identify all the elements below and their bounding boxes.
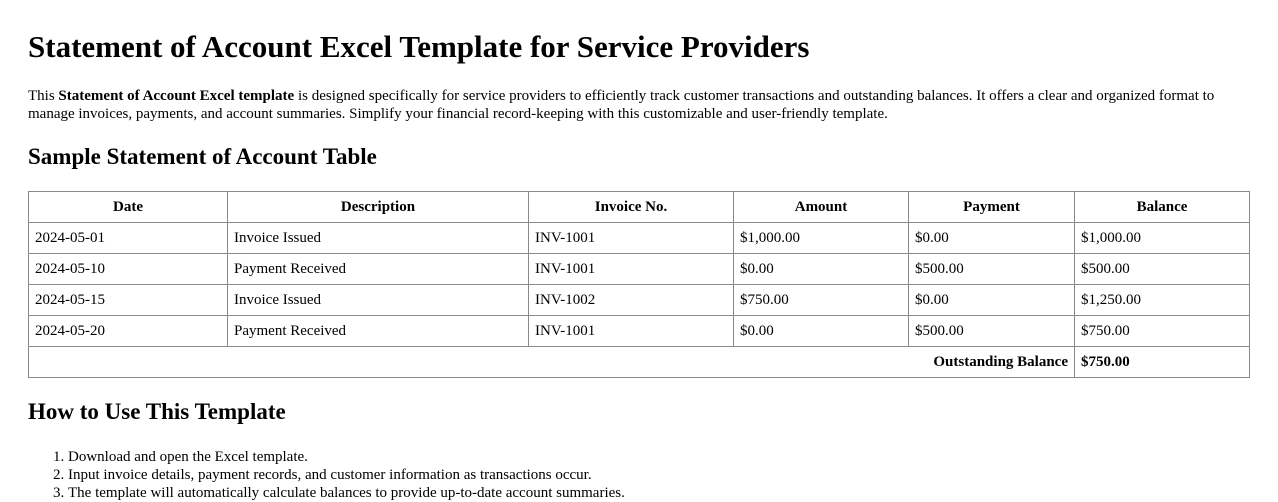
- table-cell: $1,250.00: [1075, 285, 1250, 316]
- column-header: Balance: [1075, 192, 1250, 223]
- table-cell: Invoice Issued: [228, 285, 529, 316]
- table-cell: $0.00: [909, 285, 1075, 316]
- table-cell: $750.00: [734, 285, 909, 316]
- intro-bold: Statement of Account Excel template: [58, 88, 295, 104]
- table-cell: $500.00: [909, 316, 1075, 347]
- statement-table: [28, 191, 1250, 378]
- table-cell: Payment Received: [228, 254, 529, 285]
- howto-heading: How to Use This Template: [28, 399, 286, 424]
- table-cell: $1,000.00: [734, 223, 909, 254]
- intro-text-rest: is designed specifically for service providers to efficiently track customer transactions and outstanding balances. It offers a clear and organized format to manage invoices, payments, and account summaries. Simplify your financial record-keeping with this customizable and user-friendly template.: [28, 88, 1215, 122]
- step-item: 1. Download and open the Excel template.: [68, 448, 1250, 466]
- table-row: [29, 254, 1250, 285]
- header-row: [29, 192, 1250, 223]
- table-cell: Payment Received: [228, 316, 529, 347]
- table-cell: INV-1001: [529, 316, 734, 347]
- table-cell: $0.00: [734, 254, 909, 285]
- total-value: $750.00: [1075, 347, 1250, 378]
- step-item: 3. The template will automatically calculate balances to provide up-to-date account summaries.: [68, 484, 1250, 502]
- intro-paragraph: [28, 87, 1250, 123]
- column-header: Description: [228, 192, 529, 223]
- table-cell: $750.00: [1075, 316, 1250, 347]
- table-cell: $1,000.00: [1075, 223, 1250, 254]
- total-label: Outstanding Balance: [29, 347, 1075, 378]
- table-row: [29, 223, 1250, 254]
- table-cell: 2024-05-10: [29, 254, 228, 285]
- intro-text: This: [28, 88, 59, 104]
- table-cell: Invoice Issued: [228, 223, 529, 254]
- table-cell: $500.00: [1075, 254, 1250, 285]
- column-header: Payment: [909, 192, 1075, 223]
- column-header: Amount: [734, 192, 909, 223]
- table-cell: INV-1001: [529, 254, 734, 285]
- table-row: [29, 285, 1250, 316]
- table-row: [29, 316, 1250, 347]
- table-cell: $500.00: [909, 254, 1075, 285]
- column-header: Invoice No.: [529, 192, 734, 223]
- table-heading: Sample Statement of Account Table: [28, 144, 377, 169]
- table-cell: $0.00: [734, 316, 909, 347]
- steps-list: [28, 448, 1250, 502]
- table-cell: 2024-05-20: [29, 316, 228, 347]
- table-cell: 2024-05-15: [29, 285, 228, 316]
- step-item: 2. Input invoice details, payment records, and customer information as transactions occur.: [68, 466, 1250, 484]
- column-header: Date: [29, 192, 228, 223]
- table-cell: INV-1001: [529, 223, 734, 254]
- page-title: Statement of Account Excel Template for Service Providers: [28, 29, 810, 64]
- table-cell: INV-1002: [529, 285, 734, 316]
- total-row: [29, 347, 1250, 378]
- table-cell: $0.00: [909, 223, 1075, 254]
- table-cell: 2024-05-01: [29, 223, 228, 254]
